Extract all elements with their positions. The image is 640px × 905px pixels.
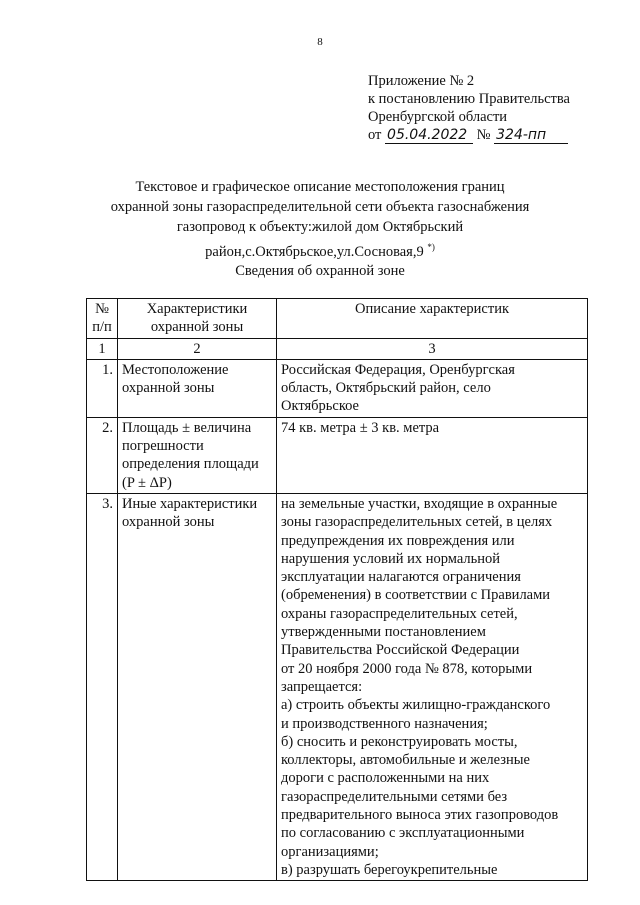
column-number: 1	[87, 338, 118, 359]
text-line: эксплуатации налагаются ограничения	[281, 569, 521, 586]
appendix-line-3: Оренбургской области	[368, 109, 508, 125]
title-line: газопровод к объекту:жилой дом Октябрьский	[176, 219, 464, 235]
appendix-line-4	[368, 126, 570, 144]
text-line: газораспределительными сетями без	[281, 788, 508, 805]
text-line: запрещается:	[281, 678, 363, 695]
title-line: Текстовое и графическое описание местоположения границ	[135, 179, 505, 195]
table-row	[87, 359, 588, 417]
text-line: охраны газораспределительных сетей,	[281, 605, 518, 622]
text-line: Иные характеристики	[122, 495, 258, 512]
handwritten-date: 05.04.2022	[385, 128, 473, 144]
text-line: на земельные участки, входящие в охранные	[281, 495, 558, 512]
text-line: определения площади	[122, 456, 259, 473]
text-line: нарушения условий их нормальной	[281, 550, 501, 567]
appendix-line-1: Приложение № 2	[368, 73, 475, 89]
text-line: зоны газораспределительных сетей, в целях	[281, 514, 553, 531]
appendix-line-2: к постановлению Правительства	[368, 91, 570, 107]
row-description	[277, 359, 588, 417]
table-row	[87, 493, 588, 880]
title-line-text: район,с.Октябрьское,ул.Сосновая,9	[205, 244, 424, 260]
zone-info-table	[86, 298, 588, 881]
column-number: 2	[118, 338, 277, 359]
text-line: в) разрушать берегоукрепительные	[281, 861, 498, 878]
table-header-row	[87, 299, 588, 339]
row-description	[277, 493, 588, 880]
row-characteristic	[118, 417, 277, 493]
row-characteristic	[118, 359, 277, 417]
header-characteristics	[118, 299, 277, 339]
header-char-line: охранной зоны	[150, 319, 244, 336]
text-line: от 20 ноября 2000 года № 878, которыми	[281, 660, 533, 677]
text-line: коллекторы, автомобильные и железные	[281, 752, 530, 769]
text-line: Правительства Российской Федерации	[281, 642, 520, 659]
row-description	[277, 417, 588, 493]
title-line	[60, 237, 580, 262]
section-title: Сведения об охранной зоне	[235, 263, 405, 279]
text-line: Площадь ± величина	[122, 419, 252, 436]
text-line: утвержденными постановлением	[281, 624, 486, 641]
header-num-line: п/п	[92, 319, 112, 336]
text-line: 74 кв. метра ± 3 кв. метра	[281, 419, 440, 436]
text-line: предупреждения их повреждения или	[281, 532, 515, 549]
text-line: организациями;	[281, 843, 379, 860]
text-line: предварительного выноса этих газопроводов	[281, 807, 559, 824]
table-row	[87, 417, 588, 493]
from-label: от	[368, 127, 382, 143]
text-line: охранной зоны	[122, 514, 215, 531]
text-line: дороги с расположенными на них	[281, 770, 490, 787]
footnote-mark: *)	[427, 242, 435, 252]
text-line: погрешности	[122, 438, 204, 455]
text-line: Местоположение	[122, 361, 229, 378]
header-char-line: Характеристики	[146, 301, 248, 317]
document-title	[60, 177, 580, 262]
row-number: 3.	[87, 493, 118, 880]
text-line: по согласованию с эксплуатационными	[281, 825, 525, 842]
page-number: 8	[317, 36, 323, 48]
text-line: Октябрьское	[281, 398, 359, 415]
text-line: (обременения) в соответствии с Правилами	[281, 587, 551, 604]
number-label: №	[476, 127, 491, 143]
header-num-line: №	[95, 301, 109, 317]
text-line: охранной зоны	[122, 380, 215, 397]
handwritten-number: 324-пп	[494, 128, 568, 144]
appendix-block	[368, 72, 570, 144]
text-line: а) строить объекты жилищно-гражданского	[281, 697, 551, 714]
header-description: Описание характеристик	[277, 299, 588, 339]
text-line: Российская Федерация, Оренбургская	[281, 361, 515, 378]
row-number: 1.	[87, 359, 118, 417]
text-line: и производственного назначения;	[281, 715, 488, 732]
text-line: б) сносить и реконструировать мосты,	[281, 733, 518, 750]
header-num	[87, 299, 118, 339]
title-line: охранной зоны газораспределительной сети объекта газоснабжения	[110, 199, 530, 215]
text-line: (P ± ΔP)	[122, 474, 172, 491]
column-number-row	[87, 338, 588, 359]
row-number: 2.	[87, 417, 118, 493]
column-number: 3	[277, 338, 588, 359]
row-characteristic	[118, 493, 277, 880]
text-line: область, Октябрьский район, село	[281, 380, 491, 397]
